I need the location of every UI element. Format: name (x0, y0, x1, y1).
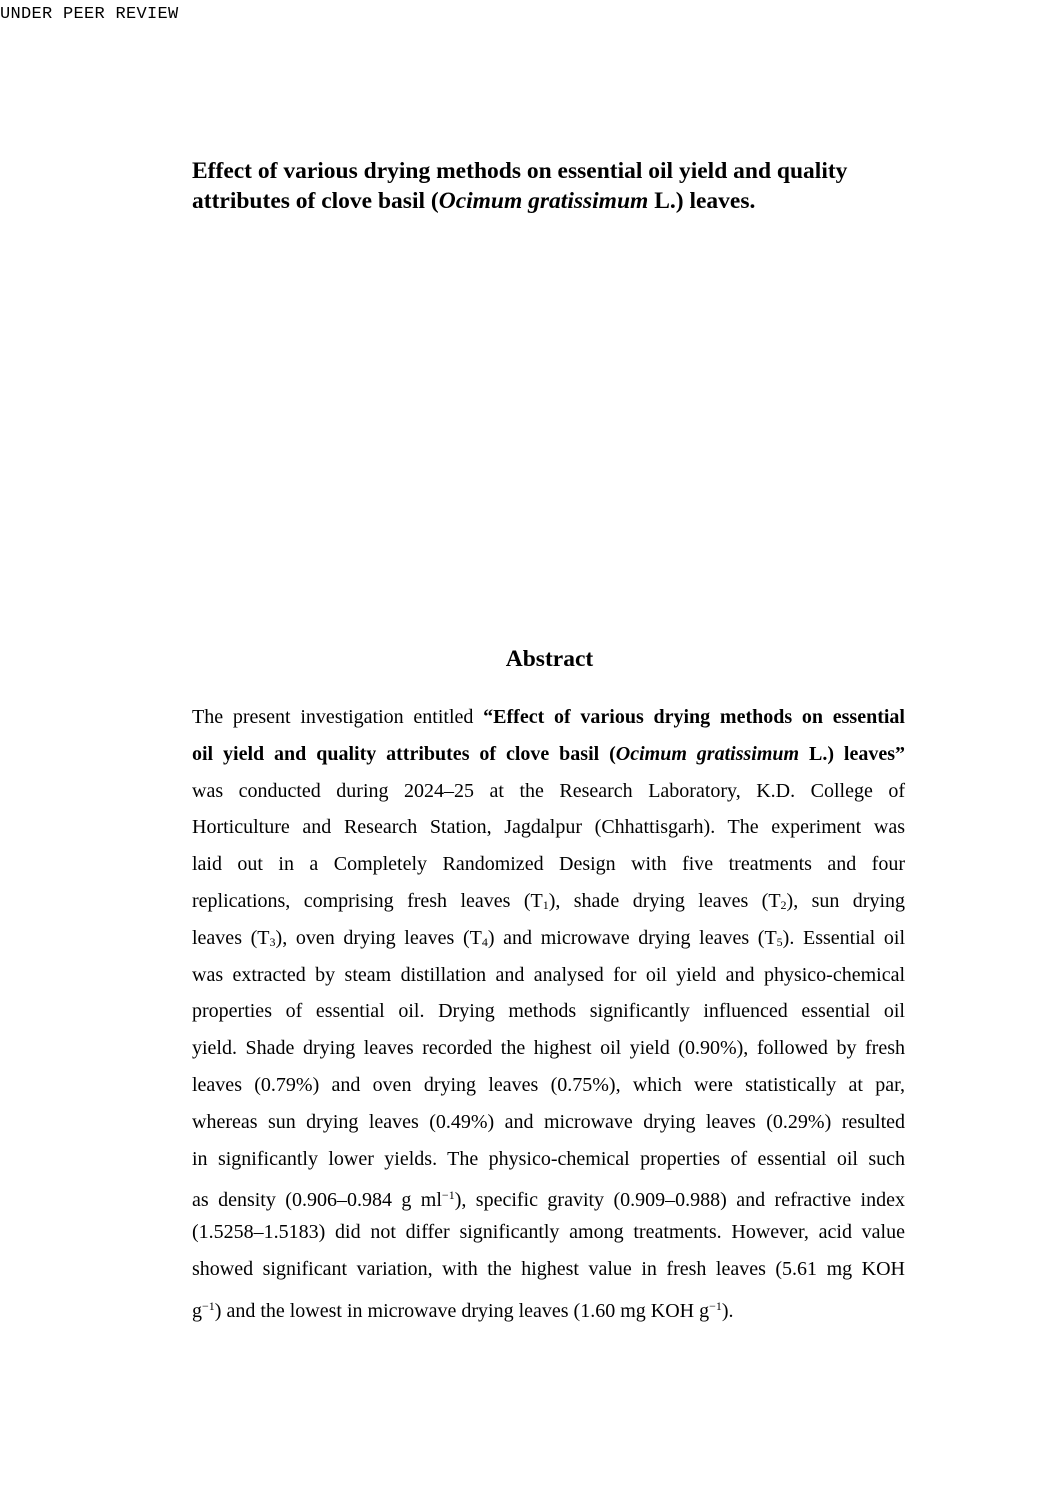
abstract-text: 3 (269, 934, 276, 949)
abstract-text: ) and microwave drying leaves (T (487, 926, 777, 949)
abstract-text: ) and the lowest in microwave drying leaves (1.60 mg KOH g (214, 1299, 710, 1322)
abstract-text: showed significant variation, with the highest value in fresh leaves (5.61 mg KOH (192, 1257, 905, 1280)
abstract-line (192, 1141, 905, 1178)
abstract-text: L.) leaves” (799, 742, 906, 765)
abstract-line (192, 1067, 905, 1104)
title-text: attributes of clove basil ( (192, 188, 439, 214)
abstract-text: −1 (441, 1188, 455, 1203)
abstract-text: Ocimum gratissimum (615, 742, 800, 765)
title-text: L.) leaves. (648, 188, 756, 214)
title-species-name: Ocimum gratissimum (438, 188, 649, 214)
abstract-text: replications, comprising fresh leaves (T (192, 889, 543, 912)
abstract-text: properties of essential oil. Drying methods significantly influenced essential oil (192, 1000, 905, 1023)
abstract-line (192, 1030, 905, 1067)
under-peer-review-label: UNDER PEER REVIEW (0, 5, 179, 24)
abstract-line (192, 1288, 905, 1325)
abstract-text: The present investigation entitled (192, 706, 484, 728)
abstract-text: whereas sun drying leaves (0.49%) and microwave drying leaves (0.29%) resulted (192, 1110, 905, 1133)
abstract-line (192, 699, 905, 736)
abstract-line (192, 1214, 905, 1251)
abstract-line (192, 957, 905, 994)
paper-title (192, 156, 922, 216)
abstract-text: 5 (776, 934, 783, 949)
abstract-text: “Effect of various drying methods on essential (483, 706, 905, 728)
abstract-text: yield. Shade drying leaves recorded the highest oil yield (0.90%), followed by fresh (192, 1037, 905, 1060)
abstract-text: was extracted by steam distillation and analysed for oil yield and physico-chemical (192, 963, 905, 986)
abstract-text: ), shade drying leaves (T (548, 889, 781, 912)
abstract-text: in significantly lower yields. The physico-chemical properties of essential oil such (192, 1147, 905, 1170)
abstract-text: −1 (709, 1298, 722, 1313)
abstract-line (192, 1251, 905, 1288)
abstract-text: g (192, 1299, 202, 1322)
abstract-text: ), sun drying (786, 889, 905, 912)
abstract-text: 2 (780, 897, 787, 912)
abstract-text: leaves (T (192, 926, 270, 949)
abstract-line (192, 1177, 905, 1214)
abstract-text: was conducted during 2024–25 at the Research Laboratory, K.D. College of (192, 779, 905, 802)
abstract-text: oil yield and quality attributes of clove basil ( (192, 742, 616, 765)
abstract-text: leaves (0.79%) and oven drying leaves (0.75%), which were statistically at par, (192, 1073, 905, 1096)
abstract-line (192, 883, 905, 920)
abstract-text: (1.5258–1.5183) did not differ significantly among treatments. However, acid value (192, 1221, 905, 1244)
abstract-heading: Abstract (505, 646, 594, 672)
title-line-2 (192, 186, 922, 216)
abstract-line (192, 920, 905, 957)
abstract-line (192, 846, 905, 883)
abstract-text: 4 (481, 934, 488, 949)
abstract-text: ). (721, 1299, 734, 1322)
abstract-text: ), oven drying leaves (T (275, 926, 482, 949)
abstract-line (192, 993, 905, 1030)
title-line-1: Effect of various drying methods on essential oil yield and quality (192, 158, 848, 184)
abstract-text: Horticulture and Research Station, Jagdalpur (Chhattisgarh). The experiment was (192, 816, 905, 839)
abstract-body (192, 699, 905, 1325)
abstract-line (192, 736, 905, 773)
abstract-text: ), specific gravity (0.909–0.988) and refractive index (454, 1189, 905, 1212)
abstract-line (192, 773, 905, 810)
abstract-text: ). Essential oil (782, 926, 906, 949)
abstract-text: laid out in a Completely Randomized Design with five treatments and four (192, 853, 905, 876)
abstract-text: 1 (542, 897, 549, 912)
abstract-line (192, 809, 905, 846)
abstract-text: −1 (202, 1298, 215, 1313)
abstract-line (192, 1104, 905, 1141)
abstract-text: as density (0.906–0.984 g ml (192, 1189, 442, 1212)
